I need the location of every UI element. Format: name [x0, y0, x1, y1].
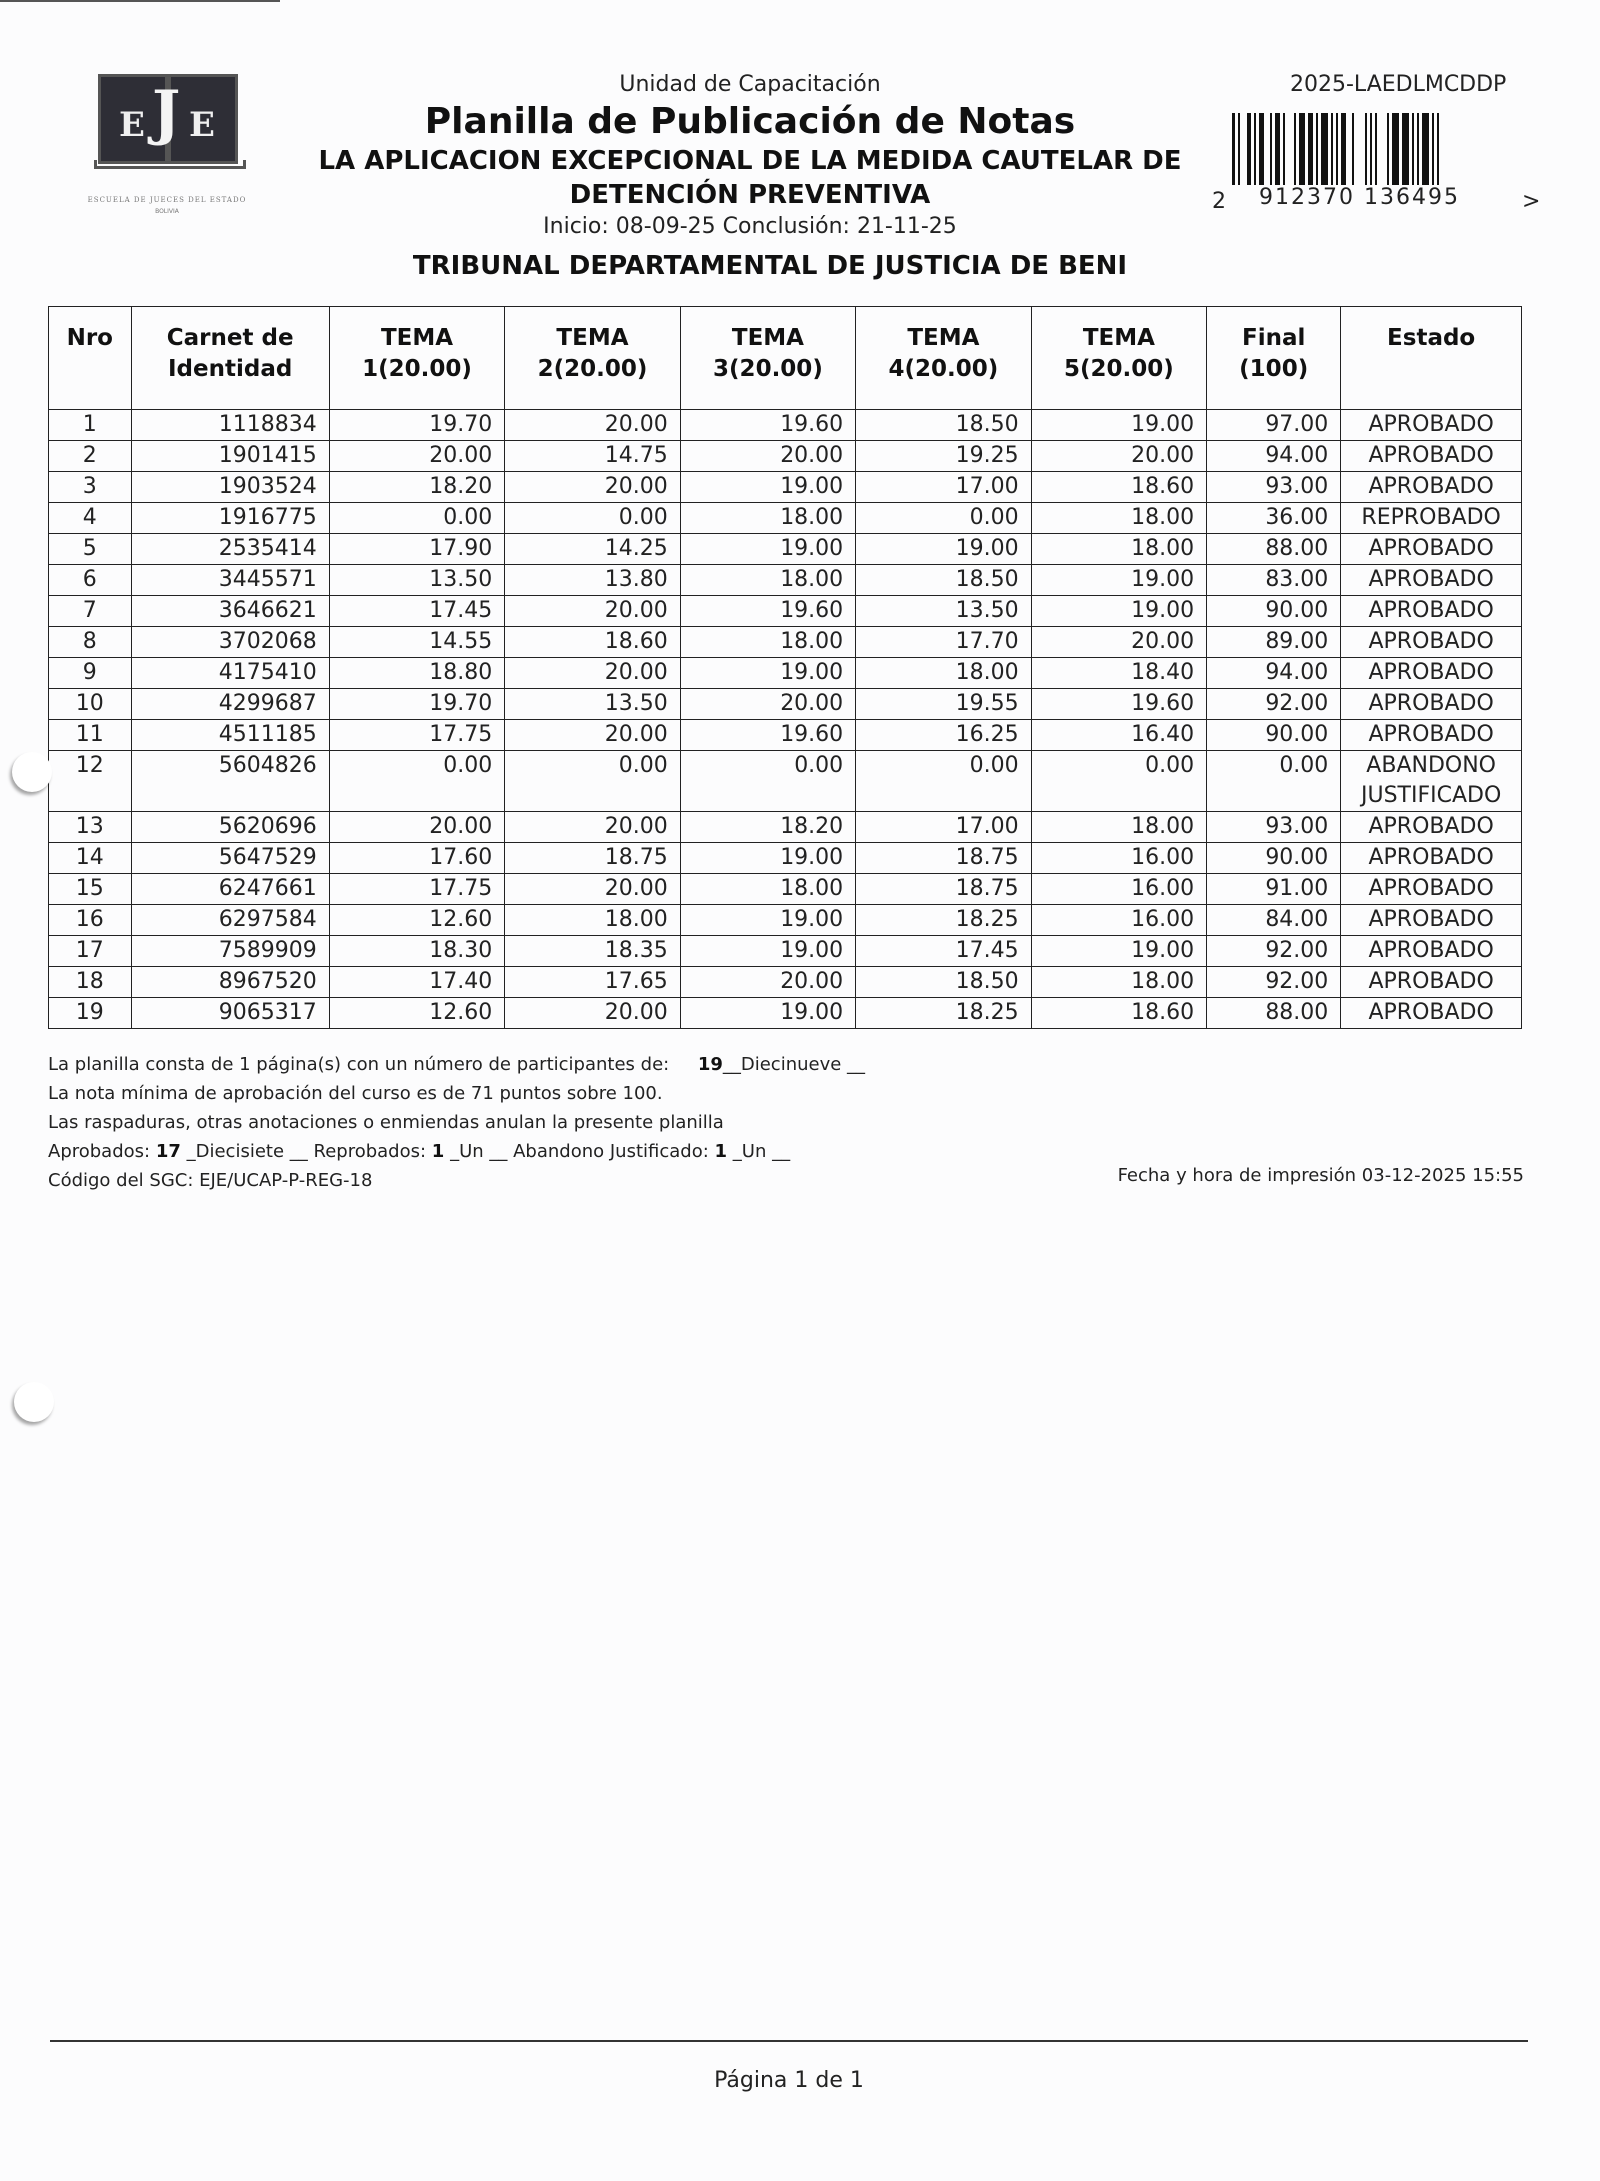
cell-nro: 5 [49, 534, 132, 565]
table-row [49, 534, 1522, 565]
participants-count: 19 [697, 1054, 723, 1075]
cell-final: 90.00 [1207, 843, 1341, 874]
course-code: 2025-LAEDLMCDDP [1290, 72, 1507, 97]
cell-final: 90.00 [1207, 596, 1341, 627]
cell-tema3: 18.00 [680, 874, 855, 905]
min-grade-line: La nota mínima de aprobación del curso es de 71 puntos sobre 100. [48, 1083, 663, 1104]
cell-tema4: 17.45 [856, 936, 1031, 967]
cell-estado: APROBADO [1341, 565, 1522, 596]
barcode-arrow-icon: > [1522, 189, 1541, 214]
cell-estado: APROBADO [1341, 967, 1522, 998]
cell-nro: 9 [49, 658, 132, 689]
col-header-tema2: TEMA 2(20.00) [505, 307, 680, 410]
cell-tema5: 18.40 [1031, 658, 1206, 689]
table-row [49, 998, 1522, 1029]
cell-final: 97.00 [1207, 410, 1341, 441]
cell-carnet: 4175410 [131, 658, 329, 689]
cell-estado: APROBADO [1341, 812, 1522, 843]
cell-tema1: 18.80 [329, 658, 504, 689]
cell-nro: 16 [49, 905, 132, 936]
cell-tema3: 19.00 [680, 905, 855, 936]
cell-tema1: 14.55 [329, 627, 504, 658]
institution-logo [62, 68, 272, 218]
cell-tema5: 0.00 [1031, 751, 1206, 812]
cell-final: 0.00 [1207, 751, 1341, 812]
cell-tema1: 17.60 [329, 843, 504, 874]
book-icon [92, 68, 242, 168]
cell-tema2: 14.75 [505, 441, 680, 472]
print-date: Fecha y hora de impresión 03-12-2025 15:55 [1117, 1165, 1524, 1186]
cell-carnet: 6247661 [131, 874, 329, 905]
scan-edge-line [0, 0, 280, 2]
cell-tema5: 18.00 [1031, 534, 1206, 565]
col-header-tema3: TEMA 3(20.00) [680, 307, 855, 410]
cell-tema5: 20.00 [1031, 441, 1206, 472]
cell-tema5: 19.00 [1031, 596, 1206, 627]
cell-tema2: 0.00 [505, 503, 680, 534]
cell-tema3: 19.60 [680, 720, 855, 751]
cell-nro: 11 [49, 720, 132, 751]
cell-carnet: 3702068 [131, 627, 329, 658]
cell-carnet: 6297584 [131, 905, 329, 936]
cell-nro: 3 [49, 472, 132, 503]
cell-carnet: 2535414 [131, 534, 329, 565]
cell-estado: APROBADO [1341, 874, 1522, 905]
cell-estado: APROBADO [1341, 905, 1522, 936]
cell-tema5: 18.00 [1031, 812, 1206, 843]
course-title-line2: DETENCIÓN PREVENTIVA [569, 180, 931, 210]
cell-estado: APROBADO [1341, 596, 1522, 627]
cell-tema1: 0.00 [329, 751, 504, 812]
cell-tema2: 18.60 [505, 627, 680, 658]
cell-final: 94.00 [1207, 441, 1341, 472]
cell-tema4: 17.00 [856, 472, 1031, 503]
cell-tema3: 19.00 [680, 472, 855, 503]
cell-carnet: 9065317 [131, 998, 329, 1029]
cell-carnet: 8967520 [131, 967, 329, 998]
cell-final: 83.00 [1207, 565, 1341, 596]
cell-tema5: 19.00 [1031, 936, 1206, 967]
table-row [49, 503, 1522, 534]
table-row [49, 967, 1522, 998]
table-row [49, 751, 1522, 812]
cell-tema4: 19.00 [856, 534, 1031, 565]
cell-tema2: 20.00 [505, 874, 680, 905]
tribunal-name: TRIBUNAL DEPARTAMENTAL DE JUSTICIA DE BENI [412, 251, 1128, 281]
cell-carnet: 3646621 [131, 596, 329, 627]
cell-tema3: 18.00 [680, 565, 855, 596]
cell-estado: APROBADO [1341, 627, 1522, 658]
table-row [49, 441, 1522, 472]
cell-tema5: 16.00 [1031, 843, 1206, 874]
cell-estado: APROBADO [1341, 534, 1522, 565]
col-header-estado: Estado [1341, 307, 1522, 410]
cell-tema3: 0.00 [680, 751, 855, 812]
cell-estado: APROBADO [1341, 689, 1522, 720]
cell-tema1: 18.20 [329, 472, 504, 503]
approved-count: 17 [155, 1141, 181, 1162]
cell-tema3: 19.00 [680, 534, 855, 565]
cell-estado: APROBADO [1341, 998, 1522, 1029]
cell-tema1: 17.45 [329, 596, 504, 627]
table-row [49, 874, 1522, 905]
cell-nro: 1 [49, 410, 132, 441]
cell-tema3: 18.00 [680, 503, 855, 534]
cell-tema2: 18.00 [505, 905, 680, 936]
warning-line: Las raspaduras, otras anotaciones o enmiendas anulan la presente planilla [48, 1112, 724, 1133]
cell-tema5: 20.00 [1031, 627, 1206, 658]
grades-table [48, 306, 1522, 1029]
page-title: Planilla de Publicación de Notas [424, 101, 1076, 142]
cell-tema2: 20.00 [505, 472, 680, 503]
cell-tema3: 19.60 [680, 410, 855, 441]
logo-letter-e-left: E [119, 105, 145, 145]
table-row [49, 410, 1522, 441]
cell-tema4: 16.25 [856, 720, 1031, 751]
cell-nro: 14 [49, 843, 132, 874]
cell-estado: ABANDONO JUSTIFICADO [1341, 751, 1522, 812]
cell-tema4: 18.50 [856, 410, 1031, 441]
logo-letter-j: J [152, 78, 181, 148]
cell-tema2: 20.00 [505, 596, 680, 627]
table-row [49, 720, 1522, 751]
results-line: Aprobados: 17 _Diecisiete __ Reprobados: 1 _Un __ Abandono Justificado: 1 _Un __ [48, 1141, 791, 1162]
cell-tema3: 20.00 [680, 689, 855, 720]
cell-tema2: 20.00 [505, 998, 680, 1029]
cell-tema1: 12.60 [329, 998, 504, 1029]
col-header-nro: Nro [49, 307, 132, 410]
cell-final: 88.00 [1207, 998, 1341, 1029]
table-row [49, 472, 1522, 503]
cell-final: 90.00 [1207, 720, 1341, 751]
barcode [1212, 113, 1541, 214]
logo-caption-country: BOLIVIA [155, 208, 179, 215]
punch-hole-icon [12, 752, 52, 792]
cell-estado: APROBADO [1341, 472, 1522, 503]
cell-tema5: 18.60 [1031, 472, 1206, 503]
cell-carnet: 1916775 [131, 503, 329, 534]
cell-tema5: 16.40 [1031, 720, 1206, 751]
cell-tema3: 20.00 [680, 441, 855, 472]
logo-caption: ESCUELA DE JUECES DEL ESTADO [87, 196, 247, 204]
table-row [49, 565, 1522, 596]
cell-tema2: 20.00 [505, 720, 680, 751]
cell-tema2: 13.80 [505, 565, 680, 596]
cell-tema1: 17.75 [329, 874, 504, 905]
cell-tema4: 19.55 [856, 689, 1031, 720]
abandon-count: 1 [714, 1141, 728, 1162]
sgc-code: Código del SGC: EJE/UCAP-P-REG-18 [48, 1170, 373, 1191]
cell-tema5: 19.00 [1031, 410, 1206, 441]
cell-tema2: 20.00 [505, 812, 680, 843]
cell-nro: 7 [49, 596, 132, 627]
col-header-final: Final (100) [1207, 307, 1341, 410]
cell-tema2: 20.00 [505, 410, 680, 441]
cell-carnet: 4299687 [131, 689, 329, 720]
grades-table-body [49, 410, 1522, 1029]
cell-final: 89.00 [1207, 627, 1341, 658]
cell-tema3: 18.20 [680, 812, 855, 843]
cell-carnet: 3445571 [131, 565, 329, 596]
table-row [49, 627, 1522, 658]
cell-final: 92.00 [1207, 967, 1341, 998]
cell-tema3: 19.00 [680, 658, 855, 689]
cell-tema5: 18.00 [1031, 503, 1206, 534]
cell-final: 94.00 [1207, 658, 1341, 689]
cell-carnet: 1903524 [131, 472, 329, 503]
cell-tema2: 14.25 [505, 534, 680, 565]
table-row [49, 905, 1522, 936]
summary-notes [48, 1050, 865, 1195]
cell-carnet: 7589909 [131, 936, 329, 967]
logo-letter-e-right: E [189, 105, 215, 145]
cell-carnet: 4511185 [131, 720, 329, 751]
cell-tema3: 19.60 [680, 596, 855, 627]
cell-nro: 13 [49, 812, 132, 843]
col-header-tema5: TEMA 5(20.00) [1031, 307, 1206, 410]
cell-tema4: 18.25 [856, 905, 1031, 936]
cell-tema3: 19.00 [680, 936, 855, 967]
course-dates: Inicio: 08-09-25 Conclusión: 21-11-25 [543, 214, 957, 239]
cell-tema4: 18.50 [856, 967, 1031, 998]
cell-final: 91.00 [1207, 874, 1341, 905]
cell-tema4: 18.50 [856, 565, 1031, 596]
table-row [49, 596, 1522, 627]
cell-estado: APROBADO [1341, 936, 1522, 967]
cell-estado: APROBADO [1341, 410, 1522, 441]
logo-book-base [94, 160, 246, 169]
cell-estado: APROBADO [1341, 441, 1522, 472]
table-row [49, 689, 1522, 720]
punch-hole-icon [14, 1382, 54, 1422]
table-row [49, 812, 1522, 843]
cell-nro: 2 [49, 441, 132, 472]
page-number: Página 1 de 1 [714, 2068, 864, 2093]
col-header-carnet: Carnet de Identidad [131, 307, 329, 410]
cell-tema4: 19.25 [856, 441, 1031, 472]
cell-nro: 8 [49, 627, 132, 658]
col-header-tema1: TEMA 1(20.00) [329, 307, 504, 410]
cell-tema3: 19.00 [680, 843, 855, 874]
cell-estado: APROBADO [1341, 843, 1522, 874]
cell-final: 93.00 [1207, 812, 1341, 843]
cell-tema3: 18.00 [680, 627, 855, 658]
cell-final: 93.00 [1207, 472, 1341, 503]
cell-final: 36.00 [1207, 503, 1341, 534]
cell-final: 88.00 [1207, 534, 1341, 565]
cell-estado: APROBADO [1341, 720, 1522, 751]
table-header-row [49, 307, 1522, 410]
cell-nro: 15 [49, 874, 132, 905]
col-header-tema4: TEMA 4(20.00) [856, 307, 1031, 410]
cell-tema5: 18.00 [1031, 967, 1206, 998]
unit-name: Unidad de Capacitación [619, 72, 881, 97]
cell-tema4: 0.00 [856, 751, 1031, 812]
cell-tema1: 17.90 [329, 534, 504, 565]
cell-tema2: 18.35 [505, 936, 680, 967]
cell-tema2: 17.65 [505, 967, 680, 998]
cell-nro: 4 [49, 503, 132, 534]
cell-tema5: 16.00 [1031, 905, 1206, 936]
cell-tema1: 17.40 [329, 967, 504, 998]
cell-carnet: 1118834 [131, 410, 329, 441]
cell-tema5: 19.60 [1031, 689, 1206, 720]
cell-tema5: 19.00 [1031, 565, 1206, 596]
cell-tema5: 16.00 [1031, 874, 1206, 905]
cell-tema4: 18.75 [856, 843, 1031, 874]
cell-nro: 12 [49, 751, 132, 812]
cell-tema1: 18.30 [329, 936, 504, 967]
cell-tema4: 13.50 [856, 596, 1031, 627]
participants-line: La planilla consta de 1 página(s) con un número de participantes de: 19__Diecinueve __ [48, 1054, 866, 1075]
barcode-number: 912370 136495 [1232, 185, 1487, 210]
table-row [49, 936, 1522, 967]
cell-tema1: 0.00 [329, 503, 504, 534]
cell-tema1: 17.75 [329, 720, 504, 751]
cell-tema4: 0.00 [856, 503, 1031, 534]
cell-nro: 17 [49, 936, 132, 967]
cell-tema1: 20.00 [329, 812, 504, 843]
failed-count: 1 [431, 1141, 445, 1162]
cell-tema1: 12.60 [329, 905, 504, 936]
cell-nro: 6 [49, 565, 132, 596]
cell-nro: 10 [49, 689, 132, 720]
cell-tema2: 20.00 [505, 658, 680, 689]
table-row [49, 658, 1522, 689]
cell-estado: APROBADO [1341, 658, 1522, 689]
cell-tema1: 20.00 [329, 441, 504, 472]
table-row [49, 843, 1522, 874]
cell-carnet: 5647529 [131, 843, 329, 874]
cell-final: 84.00 [1207, 905, 1341, 936]
cell-tema5: 18.60 [1031, 998, 1206, 1029]
cell-tema4: 17.70 [856, 627, 1031, 658]
cell-final: 92.00 [1207, 936, 1341, 967]
cell-tema2: 13.50 [505, 689, 680, 720]
cell-carnet: 5620696 [131, 812, 329, 843]
cell-tema4: 18.25 [856, 998, 1031, 1029]
barcode-prefix: 2 [1212, 189, 1226, 214]
document-header [290, 70, 1210, 286]
cell-nro: 18 [49, 967, 132, 998]
cell-tema3: 20.00 [680, 967, 855, 998]
cell-tema1: 19.70 [329, 410, 504, 441]
cell-final: 92.00 [1207, 689, 1341, 720]
cell-tema1: 19.70 [329, 689, 504, 720]
cell-tema2: 0.00 [505, 751, 680, 812]
cell-carnet: 5604826 [131, 751, 329, 812]
cell-tema3: 19.00 [680, 998, 855, 1029]
cell-nro: 19 [49, 998, 132, 1029]
cell-tema2: 18.75 [505, 843, 680, 874]
footer-divider [50, 2040, 1528, 2042]
barcode-icon [1232, 113, 1492, 191]
cell-tema4: 17.00 [856, 812, 1031, 843]
cell-tema1: 13.50 [329, 565, 504, 596]
cell-estado: REPROBADO [1341, 503, 1522, 534]
cell-carnet: 1901415 [131, 441, 329, 472]
cell-tema4: 18.00 [856, 658, 1031, 689]
cell-tema4: 18.75 [856, 874, 1031, 905]
course-title-line1: LA APLICACION EXCEPCIONAL DE LA MEDIDA CAUTELAR DE [318, 146, 1182, 176]
